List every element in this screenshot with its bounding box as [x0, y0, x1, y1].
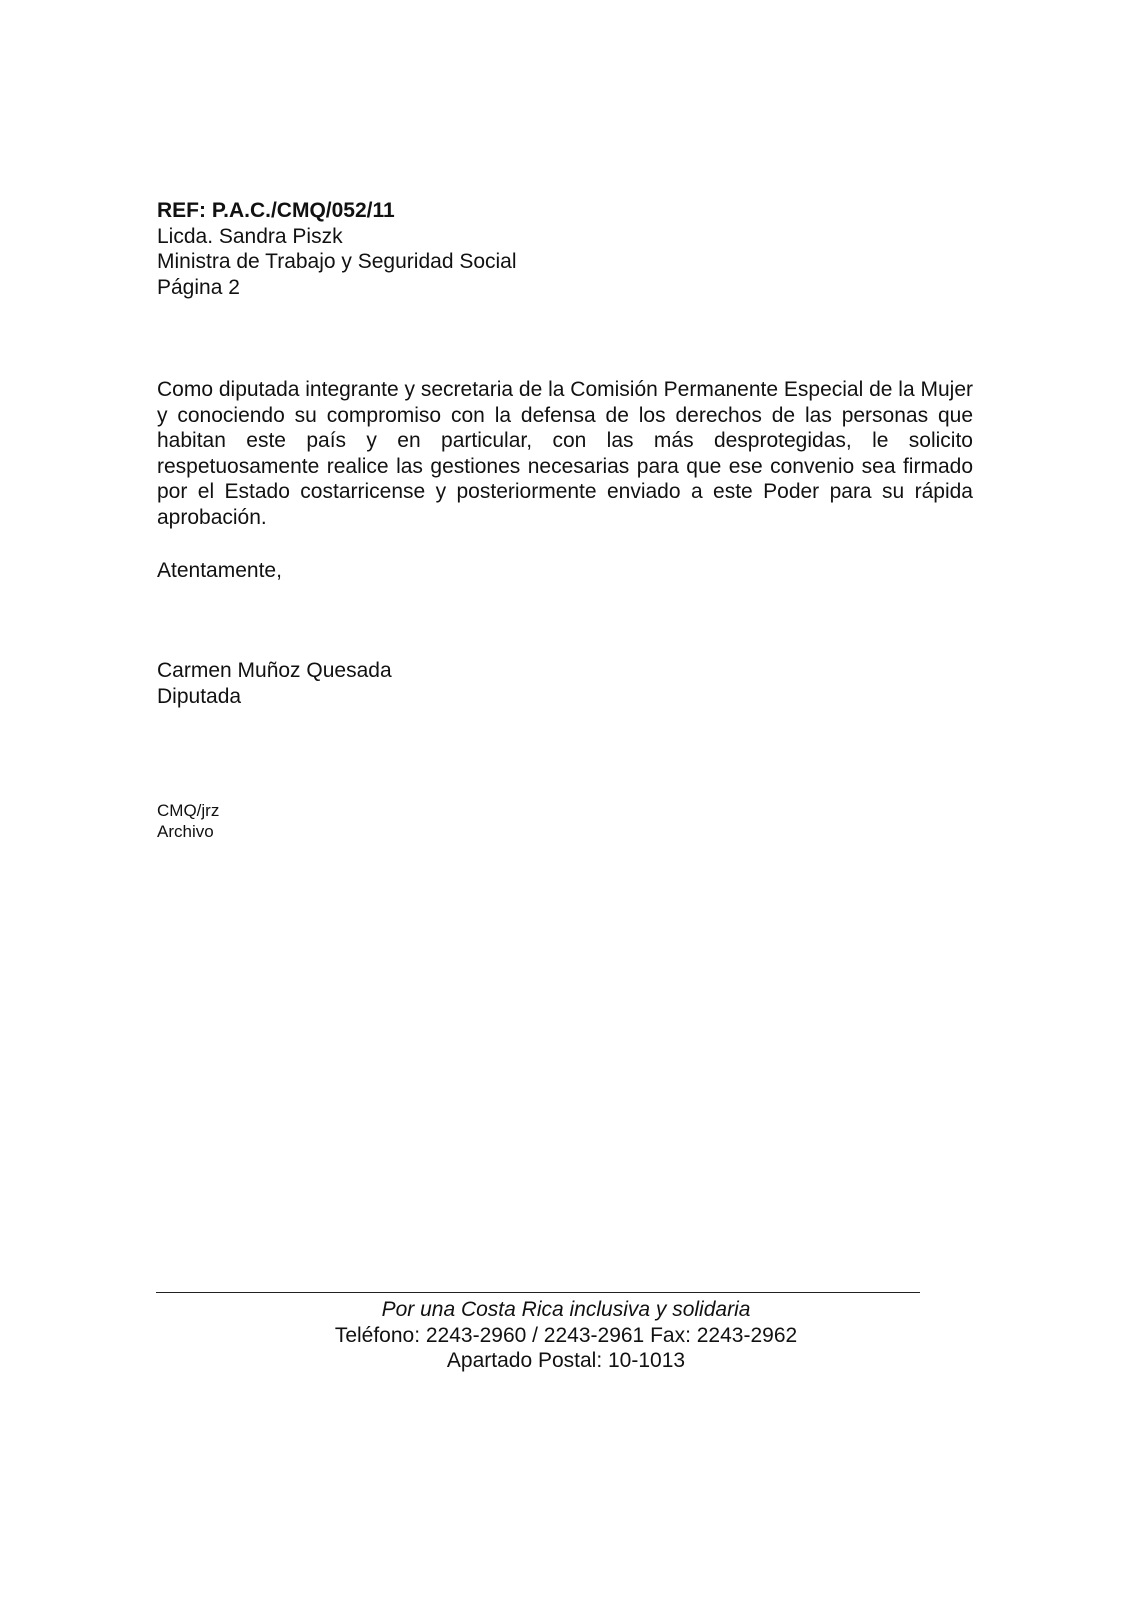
letter-header — [157, 198, 977, 300]
archive-note: Archivo — [157, 822, 214, 841]
footer-postal: Apartado Postal: 10-1013 — [446, 1349, 686, 1372]
page-label: Página 2 — [157, 275, 240, 299]
reference-initials — [157, 800, 219, 842]
footer-divider — [156, 1292, 920, 1293]
reference-number: REF: P.A.C./CMQ/052/11 — [157, 199, 395, 222]
recipient-title: Ministra de Trabajo y Seguridad Social — [157, 250, 517, 273]
footer-phones: Teléfono: 2243-2960 / 2243-2961 Fax: 2243-2962 — [334, 1323, 798, 1347]
footer-motto: Por una Costa Rica inclusiva y solidaria — [381, 1298, 751, 1321]
typist-initials: CMQ/jrz — [157, 801, 220, 820]
body-paragraph: Como diputada integrante y secretaria de la Comisión Permanente Especial de la Mujer y conociendo su compromiso con la defensa de los derechos de las personas que habitan este país y en particular, con las más desprotegidas, le solicito respetuosamente realice las gestiones necesarias para que ese convenio sea firmado por el Estado costarricense y posteriormente enviado a este Poder para su rápida aprobación. — [157, 378, 973, 529]
letter-footer — [156, 1297, 976, 1374]
closing-salutation: Atentamente, — [157, 559, 282, 582]
signer-name: Carmen Muñoz Quesada — [157, 659, 392, 682]
signer-title: Diputada — [157, 684, 242, 708]
signature-block — [157, 658, 392, 709]
recipient-name: Licda. Sandra Piszk — [157, 224, 343, 248]
